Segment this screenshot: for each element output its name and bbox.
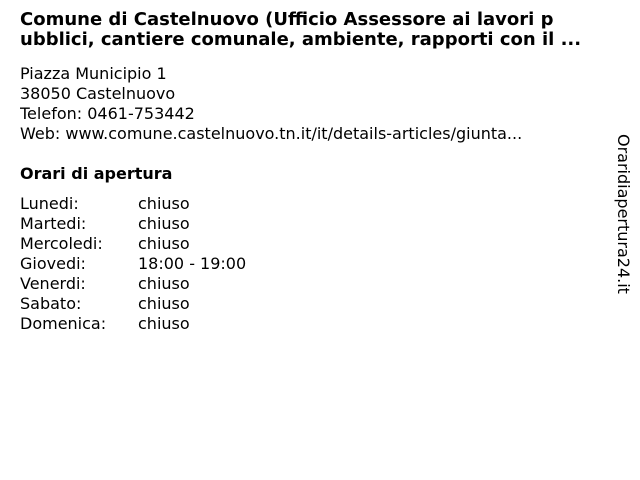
hours-time: chiuso (138, 234, 190, 253)
hours-time: chiuso (138, 194, 190, 213)
address-block (20, 64, 580, 144)
hours-day: Domenica: (20, 314, 107, 333)
hours-day: Lunedi: (20, 194, 79, 213)
address-city: 38050 Castelnuovo (20, 84, 176, 103)
hours-time: 18:00 - 19:00 (138, 254, 247, 273)
hours-time: chiuso (138, 294, 190, 313)
hours-day: Mercoledi: (20, 234, 103, 253)
address-web: Web: www.comune.castelnuovo.tn.it/it/details-articles/giunta... (20, 124, 523, 143)
hours-time: chiuso (138, 274, 190, 293)
address-street: Piazza Municipio 1 (20, 64, 167, 83)
hours-day: Sabato: (20, 294, 82, 313)
brand-watermark: Oraridiapertura24.it (614, 134, 633, 294)
hours-day: Giovedi: (20, 254, 86, 273)
address-phone: Telefon: 0461-753442 (20, 104, 195, 123)
hours-time: chiuso (138, 214, 190, 233)
page-title-line-2: ubblici, cantiere comunale, ambiente, rapporti con il ... (20, 29, 582, 50)
hours-day: Martedi: (20, 214, 87, 233)
hours-time: chiuso (138, 314, 190, 333)
hours-day: Venerdi: (20, 274, 86, 293)
page-title (20, 10, 620, 50)
page-title-line-1: Comune di Castelnuovo (Ufficio Assessore ai lavori p (20, 9, 554, 30)
hours-heading: Orari di apertura (20, 164, 173, 183)
